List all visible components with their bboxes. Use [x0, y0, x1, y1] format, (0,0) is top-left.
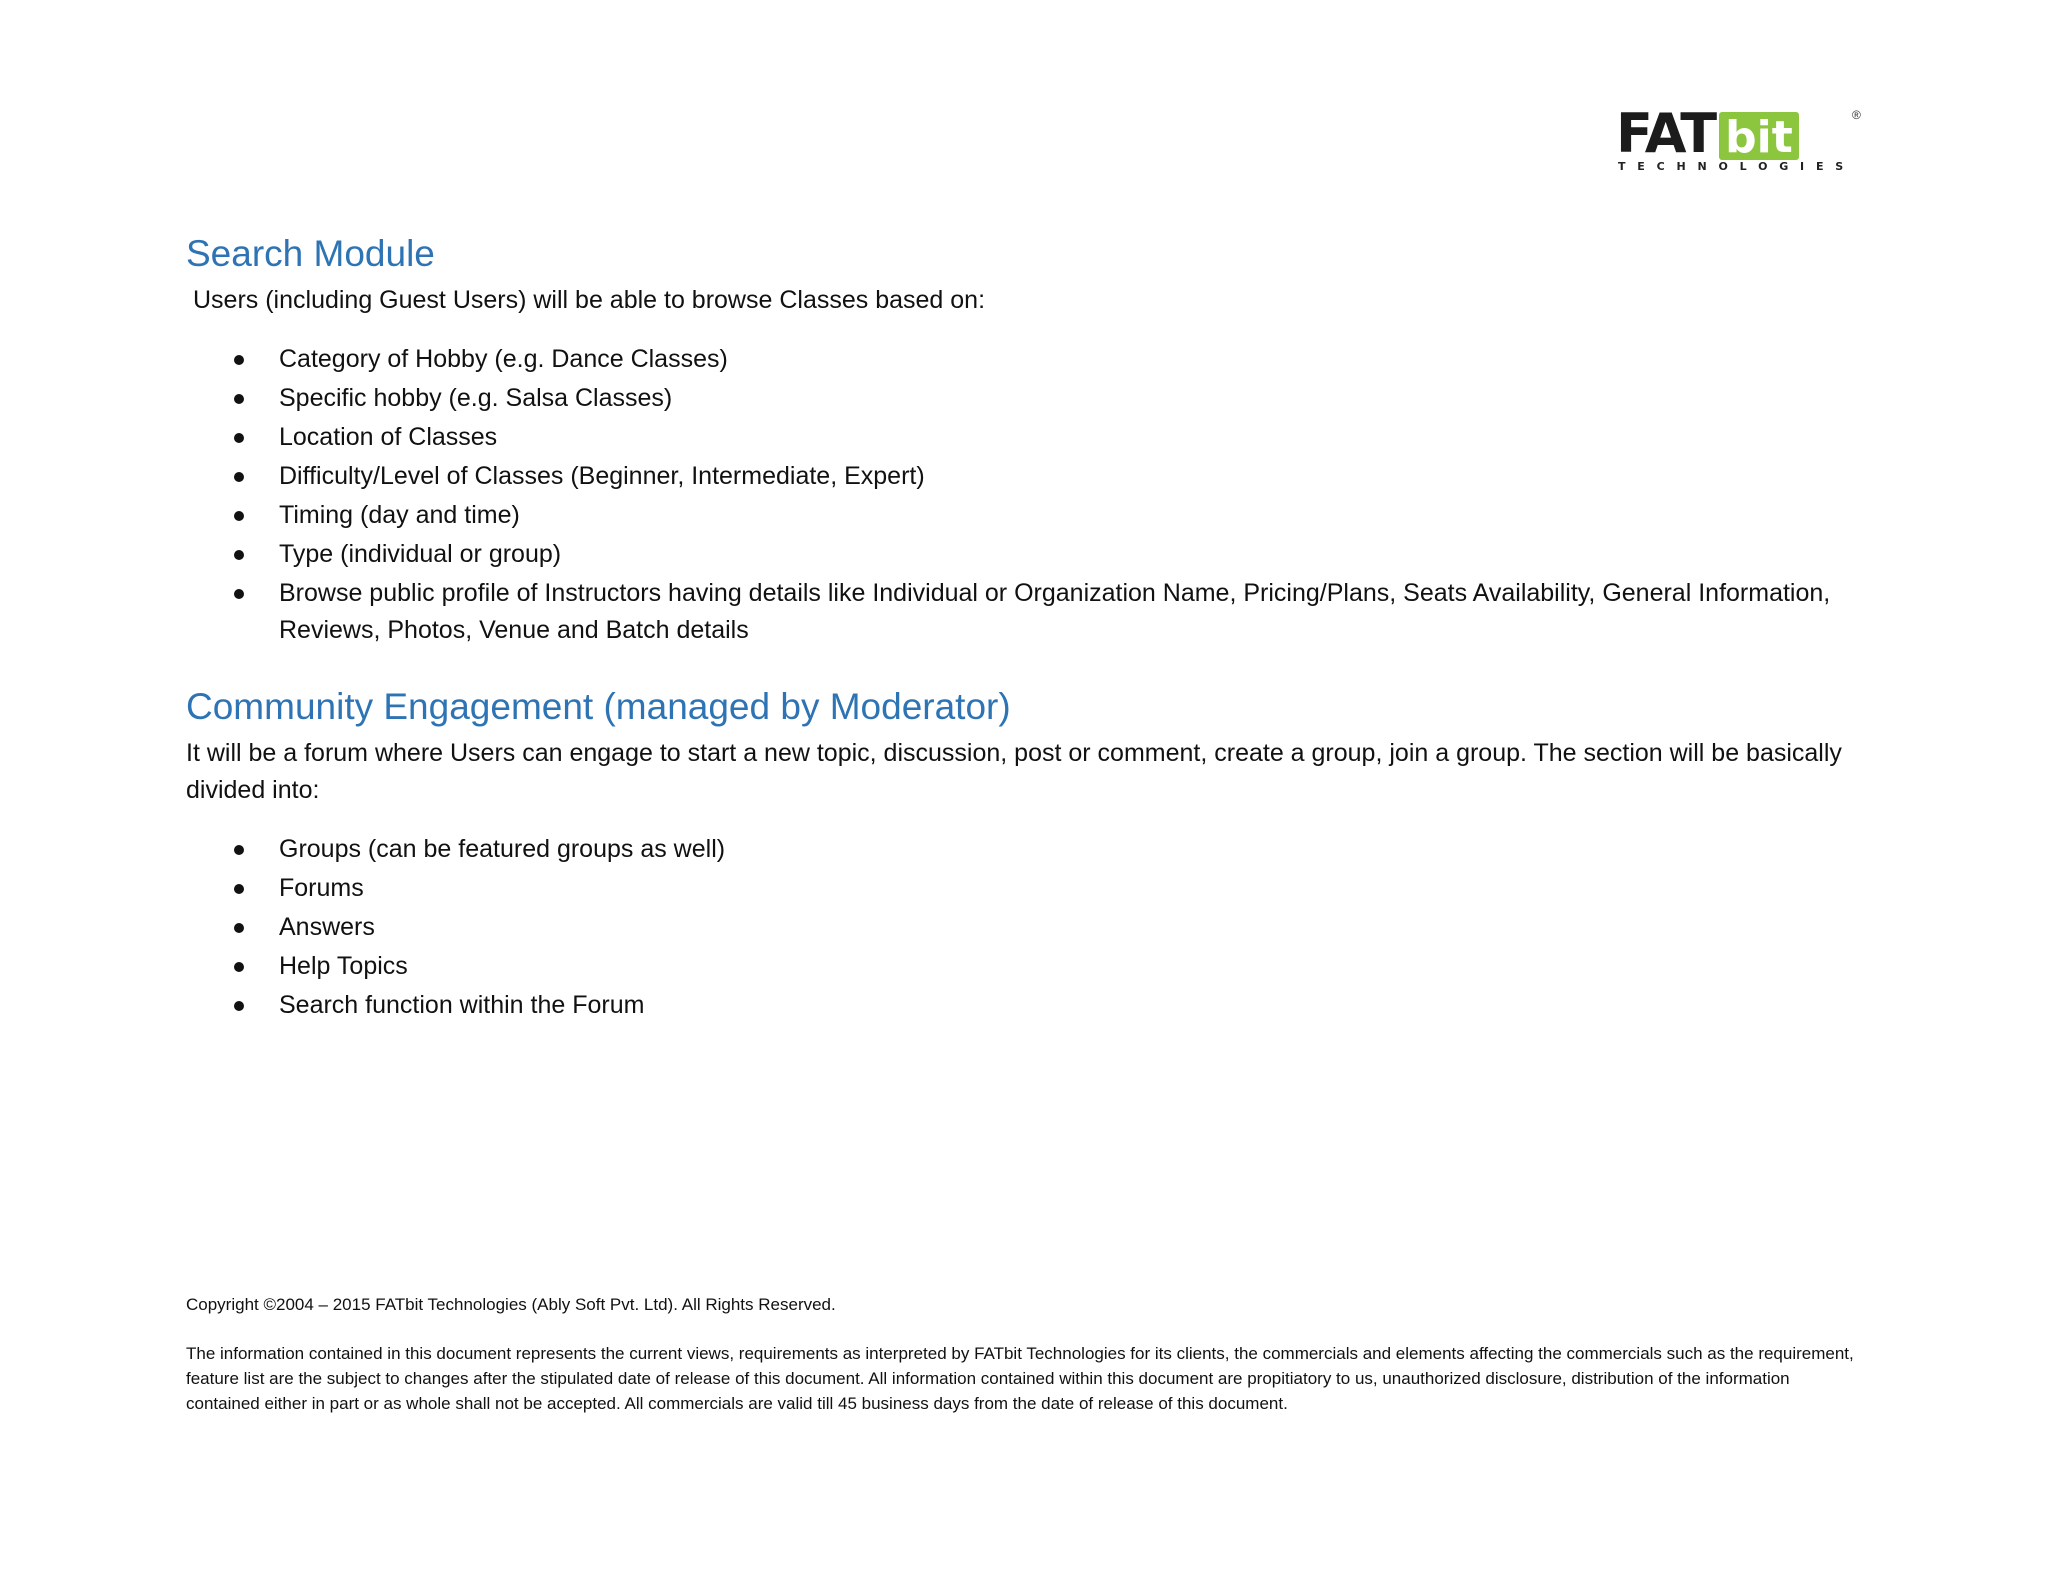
list-item: [186, 536, 1866, 573]
bullet-icon: [234, 589, 244, 599]
list-item-text: Groups (can be featured groups as well): [279, 835, 726, 863]
main-content: [186, 230, 1866, 1026]
copyright-notice: Copyright ©2004 – 2015 FATbit Technologies (Ably Soft Pvt. Ltd). All Rights Reserved.: [186, 1295, 836, 1314]
list-item: [186, 341, 1866, 378]
bullet-icon: [234, 1001, 244, 1011]
logo-word-fat: FAT: [1616, 102, 1716, 165]
list-item: [186, 909, 1866, 946]
search-module-heading: Search Module: [186, 233, 435, 274]
list-item-text: Category of Hobby (e.g. Dance Classes): [279, 345, 728, 373]
search-module-section: [186, 230, 1866, 649]
search-module-intro: Users (including Guest Users) will be able to browse Classes based on:: [193, 286, 986, 314]
list-item: [186, 987, 1866, 1024]
registered-mark: ®: [1852, 108, 1861, 122]
list-item-text: Difficulty/Level of Classes (Beginner, Intermediate, Expert): [279, 462, 925, 490]
community-sections-list: [186, 831, 1866, 1024]
list-item: [186, 419, 1866, 456]
list-item-text: Browse public profile of Instructors having details like Individual or Organization Name, Pricing/Plans, Seats Availability, General Information, Reviews, Photos, Venue and Batch details: [279, 579, 1831, 644]
bullet-icon: [234, 394, 244, 404]
bullet-icon: [234, 511, 244, 521]
disclaimer-text: The information contained in this document represents the current views, requirements as interpreted by FATbit Technologies for its clients, the commercials and elements affecting the commercials such as the requirement, feature list are the subject to changes after the stipulated date of release of this document. All information contained within this document are propitiatory to us, unauthorized disclosure, distribution of the information contained either in part or as whole shall not be accepted. All commercials are valid till 45 business days from the date of release of this document.: [186, 1344, 1854, 1413]
logo-word-bit: bit: [1719, 112, 1799, 160]
bullet-icon: [234, 884, 244, 894]
list-item-text: Answers: [279, 913, 375, 941]
community-intro: It will be a forum where Users can engage to start a new topic, discussion, post or comment, create a group, join a group. The section will be basically divided into:: [186, 739, 1842, 804]
list-item-text: Help Topics: [279, 952, 408, 980]
list-item-text: Location of Classes: [279, 423, 498, 451]
bullet-icon: [234, 472, 244, 482]
logo-wordmark: [1616, 102, 1799, 165]
search-criteria-list: [186, 341, 1866, 649]
bullet-icon: [234, 355, 244, 365]
list-item-text: Forums: [279, 874, 364, 902]
logo-tagline: TECHNOLOGIES: [1618, 160, 1855, 173]
bullet-icon: [234, 962, 244, 972]
list-item: [186, 380, 1866, 417]
list-item: [186, 458, 1866, 495]
list-item-text: Specific hobby (e.g. Salsa Classes): [279, 384, 673, 412]
bullet-icon: [234, 923, 244, 933]
list-item: [186, 575, 1866, 649]
list-item: [186, 870, 1866, 907]
list-item-text: Type (individual or group): [279, 540, 562, 568]
community-engagement-section: [186, 683, 1866, 1024]
bullet-icon: [234, 550, 244, 560]
bullet-icon: [234, 845, 244, 855]
list-item: [186, 497, 1866, 534]
page-footer: [186, 1292, 1866, 1416]
list-item: [186, 948, 1866, 985]
list-item: [186, 831, 1866, 868]
bullet-icon: [234, 433, 244, 443]
community-heading: Community Engagement (managed by Moderator): [186, 686, 1011, 727]
fatbit-logo: [1616, 102, 1866, 178]
list-item-text: Timing (day and time): [279, 501, 520, 529]
list-item-text: Search function within the Forum: [279, 991, 645, 1019]
